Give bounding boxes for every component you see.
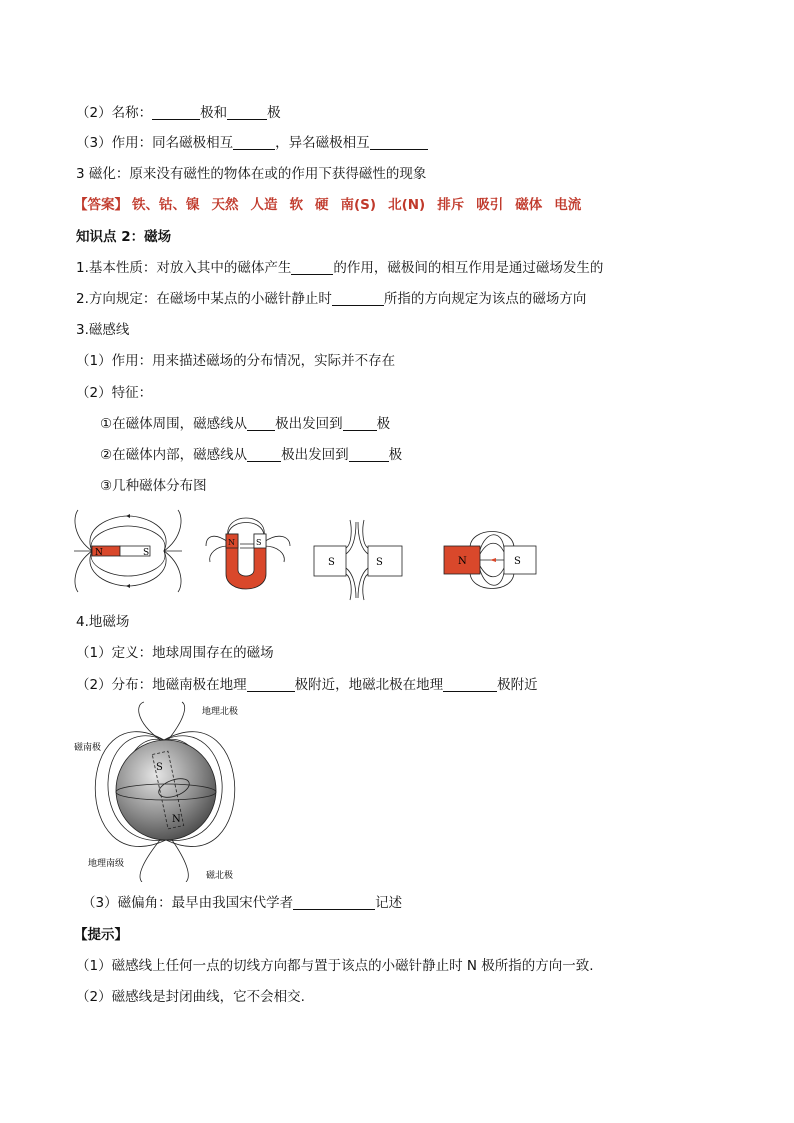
answer-item: 吸引 <box>476 197 504 213</box>
answer-item: 电流 <box>554 197 582 213</box>
effect-line: （3）作用：同名磁极相互 ，异名磁极相互 <box>76 134 428 152</box>
geomagnetic-distribution: （2）分布：地磁南极在地理 极附近，地磁北极在地理 极附近 <box>76 677 538 693</box>
geo-south-label: 地理南级 <box>88 859 125 869</box>
blank[interactable] <box>152 105 200 120</box>
magnet-label: N <box>228 538 235 547</box>
feature-3: ③几种磁体分布图 <box>100 478 207 494</box>
mag-north-label: 磁北极 <box>206 871 234 881</box>
blank[interactable] <box>233 135 275 150</box>
blank[interactable] <box>349 447 389 462</box>
magnet-label: S <box>514 556 521 567</box>
declination-line: （3）磁偏角：最早由我国宋代学者 记述 <box>82 895 403 911</box>
naming-line: （2）名称： 极和 极 <box>76 105 281 121</box>
attract-magnets-diagram <box>440 520 540 600</box>
tips-title: 【提示】 <box>74 927 128 943</box>
feature-2: ②在磁体内部，磁感线从 极出发回到 极 <box>100 447 403 463</box>
direction-line: 2.方向规定：在磁场中某点的小磁针静止时 所指的方向规定为该点的磁场方向 <box>76 291 587 307</box>
magnet-label: S <box>328 557 335 568</box>
answer-item: 天然 <box>211 197 239 213</box>
geomagnetic-title: 4.地磁场 <box>76 614 130 630</box>
mag-south-label: 磁南极 <box>74 743 102 753</box>
answer-item: 软 <box>289 197 303 213</box>
geo-north-label: 地理北极 <box>202 707 239 717</box>
blank[interactable] <box>293 895 375 910</box>
blank[interactable] <box>291 260 333 275</box>
u-magnet-diagram <box>204 512 294 598</box>
magnet-label: S <box>256 538 262 547</box>
earth-pole-letter: S <box>156 762 163 773</box>
field-lines-feature: （2）特征： <box>76 385 153 401</box>
answer-item: 排斥 <box>437 197 465 213</box>
answer-label: 【答案】 <box>74 197 128 213</box>
section-title: 知识点 2：磁场 <box>76 229 172 245</box>
magnet-label: N <box>458 556 467 567</box>
answer-item: 磁体 <box>515 197 543 213</box>
blank[interactable] <box>227 105 267 120</box>
earth-magnetic-field-diagram <box>74 700 256 882</box>
blank[interactable] <box>343 416 377 431</box>
blank[interactable] <box>247 416 275 431</box>
blank[interactable] <box>370 135 428 150</box>
magnet-label: N <box>95 548 103 558</box>
magnetization-line: 3 磁化：原来没有磁性的物体在或的作用下获得磁性的现象 <box>76 166 427 182</box>
field-lines-use: （1）作用：用来描述磁场的分布情况，实际并不存在 <box>76 353 396 369</box>
blank[interactable] <box>247 447 281 462</box>
magnet-label: S <box>143 548 150 558</box>
answer-line <box>74 196 593 214</box>
basic-property-line: 1.基本性质：对放入其中的磁体产生 的作用，磁极间的相互作用是通过磁场发生的 <box>76 260 604 276</box>
answer-item: 北(N) <box>388 197 426 213</box>
bar-magnet-diagram <box>70 508 186 594</box>
repel-magnets-diagram <box>312 518 404 602</box>
magnet-label: S <box>376 557 383 568</box>
geomagnetic-definition: （1）定义：地球周围存在的磁场 <box>76 645 274 661</box>
tip-1: （1）磁感线上任何一点的切线方向都与置于该点的小磁针静止时 N 极所指的方向一致. <box>76 958 594 974</box>
earth-pole-letter: N <box>172 814 181 825</box>
blank[interactable] <box>247 677 295 692</box>
tip-2: （2）磁感线是封闭曲线，它不会相交. <box>76 989 305 1005</box>
feature-1: ①在磁体周围，磁感线从 极出发回到 极 <box>100 416 391 432</box>
answer-item: 硬 <box>315 197 329 213</box>
answer-item: 南(S) <box>340 197 377 213</box>
answer-item: 铁、钴、镍 <box>132 197 200 213</box>
answer-item: 人造 <box>250 197 278 213</box>
blank[interactable] <box>443 677 497 692</box>
field-lines-title: 3.磁感线 <box>76 322 130 338</box>
blank[interactable] <box>332 291 384 306</box>
